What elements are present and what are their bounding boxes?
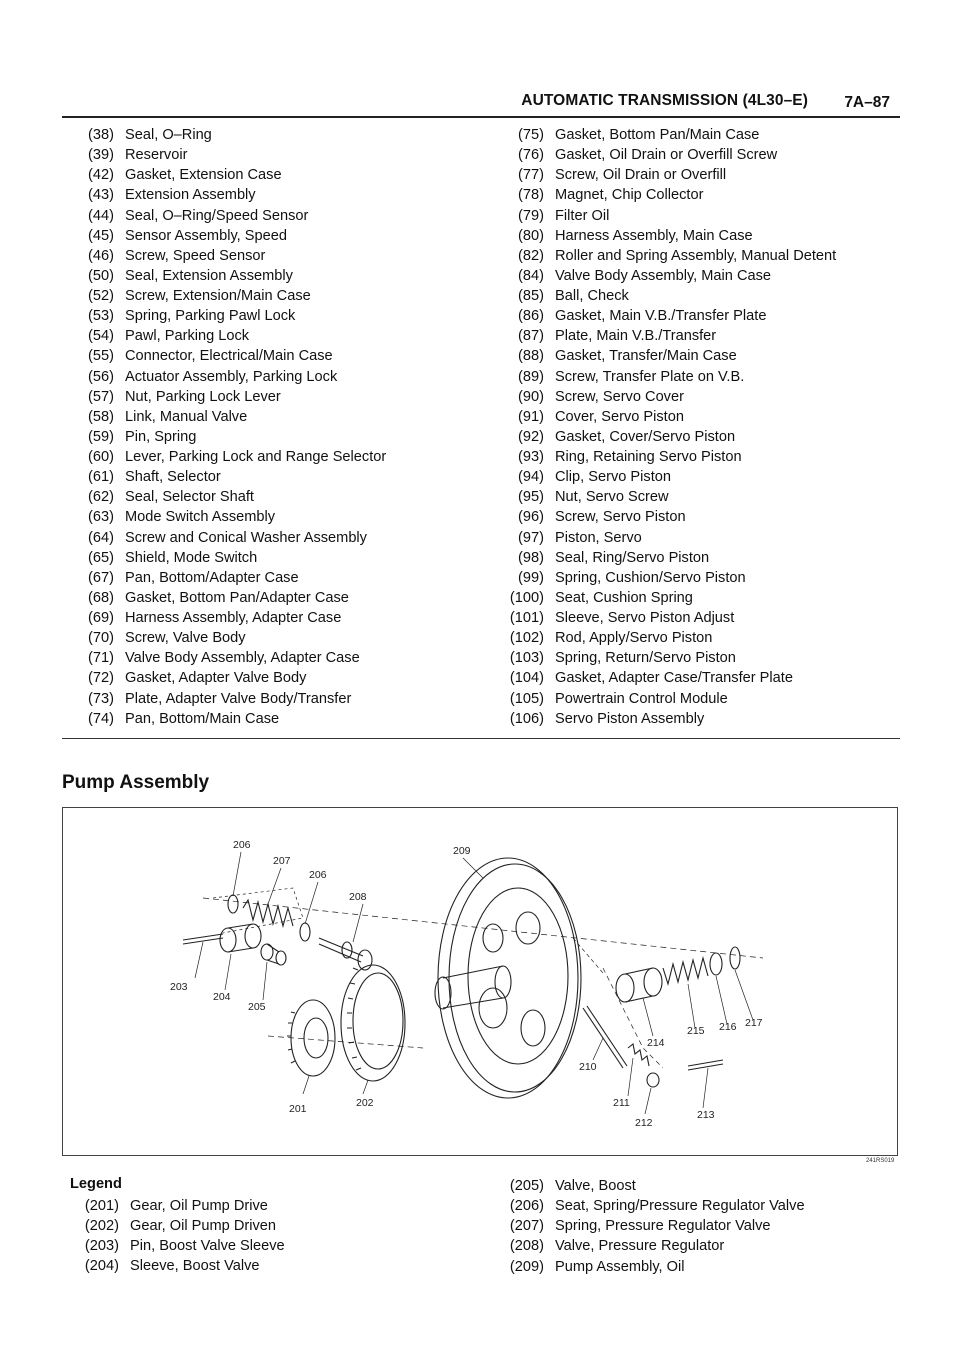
item-number: (101) (509, 610, 544, 626)
item-number: (54) (88, 328, 114, 345)
item-text: Seal, Ring/Servo Piston (555, 549, 710, 566)
item-number: (56) (88, 368, 114, 385)
item-text: Gasket, Adapter Valve Body (125, 670, 307, 687)
section-title: Pump Assembly (62, 772, 210, 793)
list-item (494, 427, 836, 447)
item-number: (68) (88, 589, 114, 606)
list-item (494, 326, 836, 346)
item-text: Spring, Cushion/Servo Piston (555, 569, 746, 586)
item-number: (88) (518, 348, 544, 365)
item-text: Gasket, Main V.B./Transfer Plate (555, 308, 767, 325)
list-item (62, 507, 386, 527)
list-item (494, 206, 836, 226)
item-number: (203) (84, 1238, 119, 1255)
list-item (62, 648, 386, 668)
item-number: (95) (518, 489, 544, 506)
item-text: Rod, Apply/Servo Piston (555, 630, 713, 647)
item-text: Shaft, Selector (125, 469, 221, 486)
section-divider (62, 738, 900, 739)
item-text: Screw, Oil Drain or Overfill (555, 167, 727, 184)
item-number: (76) (518, 147, 544, 164)
item-number: (89) (518, 368, 544, 385)
list-item (62, 548, 386, 568)
item-text: Roller and Spring Assembly, Manual Detent (555, 247, 837, 264)
page-number: 7A–87 (844, 94, 890, 111)
list-item (494, 568, 836, 588)
list-item (62, 528, 386, 548)
pump-assembly-figure (62, 807, 898, 1156)
callout-203: 203 (170, 981, 188, 993)
page-header-title: AUTOMATIC TRANSMISSION (4L30–E) (521, 92, 808, 109)
item-number: (86) (518, 308, 544, 325)
item-text: Screw, Speed Sensor (125, 247, 266, 264)
item-text: Seal, O–Ring/Speed Sensor (125, 207, 309, 224)
item-text: Spring, Pressure Regulator Valve (555, 1218, 771, 1235)
list-item (62, 427, 386, 447)
item-text: Sleeve, Boost Valve (130, 1258, 260, 1275)
list-item (73, 1196, 285, 1216)
item-text: Screw, Extension/Main Case (125, 288, 311, 304)
item-number: (99) (518, 569, 544, 586)
item-text: Cover, Servo Piston (555, 408, 684, 425)
callout-211: 211 (613, 1097, 630, 1109)
item-number: (102) (509, 630, 544, 647)
list-item (62, 306, 386, 326)
item-text: Reservoir (125, 147, 188, 164)
list-item (494, 266, 836, 286)
item-number: (46) (88, 247, 114, 264)
item-number: (91) (518, 408, 544, 425)
list-item (62, 326, 386, 346)
item-text: Gasket, Cover/Servo Piston (555, 428, 736, 445)
list-item (62, 628, 386, 648)
item-number: (39) (88, 147, 114, 164)
item-text: Gasket, Extension Case (125, 167, 282, 184)
list-item (494, 407, 836, 427)
legend-list-right (494, 1176, 805, 1277)
list-item (62, 266, 386, 286)
item-number: (82) (518, 247, 544, 264)
item-text: Mode Switch Assembly (125, 509, 276, 526)
list-item (73, 1236, 285, 1256)
item-text: Pan, Bottom/Adapter Case (125, 569, 299, 586)
item-text: Valve, Boost (555, 1178, 636, 1194)
item-number: (78) (518, 187, 544, 204)
list-item (62, 387, 386, 407)
callout-210: 210 (579, 1061, 597, 1073)
item-number: (42) (88, 167, 114, 184)
item-text: Link, Manual Valve (125, 408, 248, 425)
item-text: Gasket, Bottom Pan/Main Case (555, 127, 760, 143)
item-text: Actuator Assembly, Parking Lock (125, 368, 338, 385)
list-item (494, 367, 836, 387)
item-text: Gasket, Adapter Case/Transfer Plate (555, 670, 793, 687)
list-item (494, 306, 836, 326)
item-number: (64) (88, 529, 114, 546)
item-number: (84) (518, 267, 544, 284)
list-item (494, 165, 836, 185)
item-number: (65) (88, 549, 114, 566)
parts-list-right (494, 125, 836, 729)
item-text: Valve Body Assembly, Main Case (555, 267, 772, 284)
item-number: (52) (88, 288, 114, 304)
callout-216: 216 (719, 1021, 737, 1033)
item-number: (72) (88, 670, 114, 687)
list-item (494, 246, 836, 266)
callout-215: 215 (687, 1025, 705, 1037)
list-item (62, 447, 386, 467)
item-number: (59) (88, 428, 114, 445)
list-item (62, 206, 386, 226)
callout-206: 206 (309, 869, 327, 881)
item-number: (71) (88, 650, 114, 667)
item-text: Seal, O–Ring (125, 127, 212, 143)
list-item (62, 246, 386, 266)
list-item (494, 346, 836, 366)
item-number: (38) (88, 127, 114, 143)
item-number: (94) (518, 469, 544, 486)
parts-list-left (62, 125, 386, 729)
item-number: (104) (509, 670, 544, 687)
list-item (62, 367, 386, 387)
list-item (494, 1216, 805, 1236)
list-item (494, 668, 836, 688)
callout-214: 214 (647, 1037, 665, 1049)
item-number: (208) (509, 1238, 544, 1255)
item-text: Nut, Servo Screw (555, 489, 669, 506)
item-number: (62) (88, 489, 114, 506)
list-item (494, 447, 836, 467)
item-text: Clip, Servo Piston (555, 469, 671, 486)
item-text: Lever, Parking Lock and Range Selector (125, 449, 387, 465)
item-text: Seal, Selector Shaft (125, 489, 254, 506)
item-text: Screw, Transfer Plate on V.B. (555, 368, 745, 385)
list-item (62, 407, 386, 427)
item-text: Connector, Electrical/Main Case (125, 348, 333, 365)
list-item (494, 1196, 805, 1216)
list-item (494, 387, 836, 407)
list-item (62, 689, 386, 709)
list-item (62, 467, 386, 487)
page-header (62, 88, 900, 118)
list-item (494, 487, 836, 507)
item-text: Extension Assembly (125, 187, 256, 204)
item-number: (90) (518, 388, 544, 405)
item-number: (201) (84, 1198, 119, 1214)
item-text: Screw, Servo Piston (555, 509, 686, 526)
callout-202: 202 (356, 1097, 374, 1109)
item-number: (85) (518, 288, 544, 304)
item-number: (61) (88, 469, 114, 486)
callout-205: 205 (248, 1001, 266, 1013)
item-number: (43) (88, 187, 114, 204)
item-number: (97) (518, 529, 544, 546)
item-number: (67) (88, 569, 114, 586)
list-item (73, 1216, 285, 1236)
list-item (494, 185, 836, 205)
exploded-view-drawing (63, 808, 899, 1157)
item-number: (79) (518, 207, 544, 224)
item-number: (205) (509, 1178, 544, 1194)
item-text: Gear, Oil Pump Drive (130, 1198, 268, 1214)
item-text: Valve Body Assembly, Adapter Case (125, 650, 360, 667)
item-text: Pin, Spring (125, 428, 197, 445)
item-number: (69) (88, 610, 114, 626)
item-text: Screw, Servo Cover (555, 388, 684, 405)
item-text: Gasket, Transfer/Main Case (555, 348, 737, 365)
list-item (494, 507, 836, 527)
callout-201: 201 (289, 1103, 307, 1115)
list-item (62, 286, 386, 306)
legend-list-left (73, 1196, 285, 1277)
item-number: (103) (509, 650, 544, 667)
list-item (494, 1257, 805, 1277)
item-text: Servo Piston Assembly (555, 710, 705, 727)
list-item (62, 568, 386, 588)
item-text: Plate, Adapter Valve Body/Transfer (125, 690, 352, 707)
item-number: (50) (88, 267, 114, 284)
item-text: Seat, Spring/Pressure Regulator Valve (555, 1198, 805, 1215)
list-item (62, 588, 386, 608)
list-item (494, 145, 836, 165)
item-text: Spring, Return/Servo Piston (555, 650, 736, 667)
callout-212: 212 (635, 1117, 653, 1129)
callout-209: 209 (453, 845, 471, 857)
item-number: (92) (518, 428, 544, 445)
item-text: Ball, Check (555, 288, 629, 304)
callout-206: 206 (233, 839, 251, 851)
item-number: (63) (88, 509, 114, 526)
item-number: (206) (509, 1198, 544, 1215)
item-number: (58) (88, 408, 114, 425)
item-text: Spring, Parking Pawl Lock (125, 308, 296, 325)
list-item (62, 226, 386, 246)
item-text: Piston, Servo (555, 529, 642, 546)
item-text: Ring, Retaining Servo Piston (555, 449, 742, 465)
list-item (62, 487, 386, 507)
list-item (494, 1236, 805, 1256)
list-item (494, 548, 836, 568)
item-text: Pump Assembly, Oil (555, 1258, 685, 1275)
item-number: (73) (88, 690, 114, 707)
item-number: (93) (518, 449, 544, 465)
item-number: (80) (518, 227, 544, 244)
list-item (494, 628, 836, 648)
list-item (494, 528, 836, 548)
item-number: (207) (509, 1218, 544, 1235)
list-item (62, 165, 386, 185)
callout-207: 207 (273, 855, 291, 867)
item-number: (202) (84, 1218, 119, 1235)
item-number: (57) (88, 388, 114, 405)
item-text: Powertrain Control Module (555, 690, 728, 707)
list-item (494, 648, 836, 668)
item-text: Shield, Mode Switch (125, 549, 258, 566)
item-number: (70) (88, 630, 114, 647)
item-text: Nut, Parking Lock Lever (125, 388, 281, 405)
item-text: Filter Oil (555, 207, 610, 224)
list-item (494, 1176, 805, 1196)
list-item (62, 668, 386, 688)
list-item (494, 467, 836, 487)
item-text: Gear, Oil Pump Driven (130, 1218, 276, 1235)
list-item (62, 185, 386, 205)
list-item (62, 709, 386, 729)
item-number: (77) (518, 167, 544, 184)
item-number: (60) (88, 449, 114, 465)
legend-title: Legend (70, 1176, 122, 1192)
item-number: (209) (509, 1258, 544, 1275)
item-text: Gasket, Oil Drain or Overfill Screw (555, 147, 778, 164)
item-number: (87) (518, 328, 544, 345)
item-number: (204) (84, 1258, 119, 1275)
item-number: (53) (88, 308, 114, 325)
figure-id: 241RS019 (866, 1158, 895, 1164)
list-item (62, 608, 386, 628)
item-number: (105) (509, 690, 544, 707)
callout-217: 217 (745, 1017, 763, 1029)
callout-213: 213 (697, 1109, 715, 1121)
item-text: Valve, Pressure Regulator (555, 1238, 725, 1255)
list-item (494, 709, 836, 729)
callout-208: 208 (349, 891, 367, 903)
item-text: Plate, Main V.B./Transfer (555, 328, 717, 345)
item-text: Screw, Valve Body (125, 630, 246, 647)
item-number: (96) (518, 509, 544, 526)
item-text: Pan, Bottom/Main Case (125, 710, 280, 727)
item-text: Sensor Assembly, Speed (125, 227, 287, 244)
item-text: Pin, Boost Valve Sleeve (130, 1238, 285, 1255)
item-number: (98) (518, 549, 544, 566)
list-item (494, 689, 836, 709)
list-item (494, 286, 836, 306)
item-text: Pawl, Parking Lock (125, 328, 250, 345)
item-number: (74) (88, 710, 114, 727)
list-item (62, 125, 386, 145)
item-text: Magnet, Chip Collector (555, 187, 704, 204)
item-text: Screw and Conical Washer Assembly (125, 529, 367, 546)
item-text: Harness Assembly, Adapter Case (125, 610, 342, 626)
item-number: (44) (88, 207, 114, 224)
item-number: (55) (88, 348, 114, 365)
callout-204: 204 (213, 991, 231, 1003)
item-text: Harness Assembly, Main Case (555, 227, 753, 244)
list-item (62, 346, 386, 366)
list-item (62, 145, 386, 165)
list-item (494, 125, 836, 145)
list-item (494, 608, 836, 628)
item-number: (75) (518, 127, 544, 143)
item-number: (100) (509, 589, 544, 606)
item-text: Seat, Cushion Spring (555, 589, 693, 606)
item-text: Seal, Extension Assembly (125, 267, 293, 284)
list-item (73, 1256, 285, 1276)
item-number: (106) (509, 710, 544, 727)
list-item (494, 588, 836, 608)
item-text: Gasket, Bottom Pan/Adapter Case (125, 589, 349, 606)
item-number: (45) (88, 227, 114, 244)
item-text: Sleeve, Servo Piston Adjust (555, 610, 735, 626)
list-item (494, 226, 836, 246)
